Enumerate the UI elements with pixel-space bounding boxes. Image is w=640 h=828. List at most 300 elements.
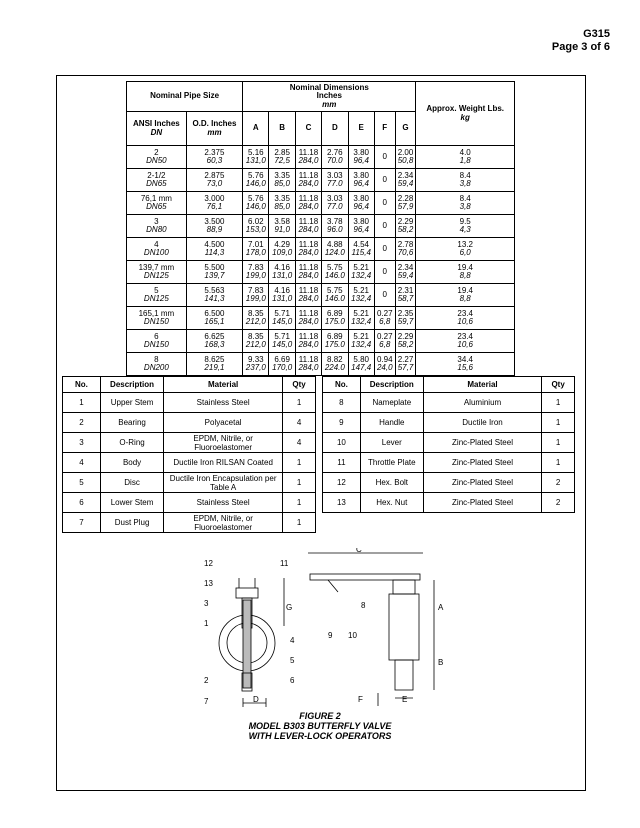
parts-cell-qty: 1 — [283, 473, 316, 493]
parts-cell-desc: Bearing — [100, 413, 163, 433]
dim-value: 5 — [154, 285, 159, 295]
figure-number: FIGURE 2 — [299, 711, 341, 721]
side-view — [308, 553, 434, 706]
parts-row — [323, 493, 575, 513]
dim-value-metric: 59,7 — [397, 317, 414, 326]
parts-cell-no: 7 — [63, 513, 101, 533]
dim-value: 0.27 — [376, 308, 393, 318]
dim-cell — [243, 169, 269, 192]
parts-header-1: Description — [360, 377, 423, 393]
parts-cell-no: 11 — [323, 453, 361, 473]
dim-value: 7.83 — [248, 262, 264, 272]
dim-value: 8.35 — [248, 308, 264, 318]
dim-row — [127, 192, 515, 215]
parts-row — [63, 413, 316, 433]
dim-cell — [269, 353, 295, 376]
dim-value-metric: 1,8 — [459, 156, 471, 165]
dim-value: 2.875 — [204, 170, 225, 180]
dim-value-metric: 284,0 — [298, 363, 319, 372]
dim-cell — [348, 215, 374, 238]
dim-value-metric: 10,6 — [457, 340, 473, 349]
dim-cell — [395, 330, 416, 353]
dim-value: 5.21 — [353, 285, 369, 295]
dim-value: 3.58 — [274, 216, 290, 226]
parts-cell-no: 9 — [323, 413, 361, 433]
dim-value-metric: 146.0 — [324, 271, 345, 280]
body-side — [389, 594, 419, 660]
dim-value-metric: 109,0 — [272, 248, 293, 257]
dim-value: 5.76 — [248, 170, 264, 180]
dim-value-metric: DN150 — [143, 317, 169, 326]
dim-cell — [269, 192, 295, 215]
dimensions-body — [127, 146, 515, 376]
dim-value-metric: 132,4 — [351, 340, 372, 349]
dim-value: 2.34 — [397, 262, 414, 272]
dim-value: 3.35 — [274, 170, 290, 180]
dim-value-metric: 146,0 — [245, 179, 266, 188]
dim-value: 8.4 — [459, 193, 471, 203]
dim-cell — [322, 353, 348, 376]
dim-cell — [186, 261, 242, 284]
dim-cell — [269, 215, 295, 238]
dim-value: 9.5 — [459, 216, 471, 226]
dim-cell — [395, 307, 416, 330]
dimensions-table — [126, 81, 515, 376]
dim-value-metric: 131,0 — [245, 156, 266, 165]
dim-value-metric: 58,2 — [397, 225, 414, 234]
parts-cell-mat: EPDM, Nitrile, or Fluoroelastomer — [164, 513, 283, 533]
dim-value: 2 — [154, 147, 159, 157]
dim-cell — [243, 353, 269, 376]
dim-value: 11.18 — [298, 216, 319, 226]
dim-value-metric: 219,1 — [204, 363, 225, 372]
dim-value: 11.18 — [298, 285, 319, 295]
dim-cell — [295, 169, 321, 192]
dim-value-metric: DN65 — [146, 179, 167, 188]
dim-cell — [243, 192, 269, 215]
dim-cell — [243, 261, 269, 284]
dim-value-metric: 175.0 — [324, 317, 345, 326]
dim-cell — [269, 238, 295, 261]
dim-value-metric: 175.0 — [324, 340, 345, 349]
dim-cell — [269, 146, 295, 169]
dim-value-metric: 6,8 — [379, 340, 391, 349]
callout: 13 — [204, 579, 213, 588]
dim-value: 5.21 — [353, 308, 369, 318]
dim-value: 5.500 — [204, 262, 225, 272]
dim-col-header-c: C — [295, 112, 321, 146]
dim-value-metric: 199,0 — [245, 271, 266, 280]
parts-cell-qty: 1 — [283, 493, 316, 513]
callout: 6 — [290, 676, 295, 685]
callout: 12 — [204, 559, 213, 568]
dim-value: 3.03 — [327, 170, 343, 180]
dim-cell — [127, 353, 187, 376]
dim-value: 8.4 — [459, 170, 471, 180]
dim-cell — [416, 146, 515, 169]
dim-cell — [416, 330, 515, 353]
dim-cell — [243, 146, 269, 169]
dim-cell — [395, 146, 416, 169]
dim-cell — [395, 169, 416, 192]
parts-row — [323, 393, 575, 413]
callout: 1 — [204, 619, 209, 628]
dim-cell — [243, 284, 269, 307]
dim-cell — [186, 146, 242, 169]
dim-cell — [243, 215, 269, 238]
dim-cell — [416, 261, 515, 284]
dim-cell — [416, 192, 515, 215]
dim-cell — [374, 330, 395, 353]
dim-cell — [127, 261, 187, 284]
dim-value: 11.18 — [298, 170, 319, 180]
dim-value-metric: 76,1 — [206, 202, 223, 211]
page-number: Page 3 of 6 — [551, 41, 610, 53]
parts-cell-no: 4 — [63, 453, 101, 473]
dim-value-metric: 85,0 — [274, 179, 290, 188]
dim-value-metric: DN65 — [146, 202, 167, 211]
dim-cell — [295, 238, 321, 261]
dim-value-metric: 165,1 — [204, 317, 225, 326]
callout: 11 — [280, 559, 289, 568]
dim-value-metric: 96,4 — [353, 225, 369, 234]
parts-row — [63, 513, 316, 533]
dim-value: 8.35 — [248, 331, 264, 341]
dim-value: 3.80 — [353, 216, 369, 226]
dim-col-header-g: G — [395, 112, 416, 146]
callout: 5 — [290, 656, 295, 665]
parts-cell-qty: 1 — [283, 513, 316, 533]
dim-value: 6.02 — [248, 216, 264, 226]
dim-cell — [395, 215, 416, 238]
dim-value-metric: 3,8 — [459, 202, 471, 211]
dim-cell — [269, 169, 295, 192]
dim-value-metric: 96.0 — [327, 225, 343, 234]
dim-cell — [322, 192, 348, 215]
dim-value: 4.29 — [274, 239, 290, 249]
dim-value-metric: 115,4 — [351, 248, 371, 257]
nominal-dimensions-header: Nominal Dimensions Inches mm — [243, 82, 416, 112]
dim-value: 2.35 — [397, 308, 414, 318]
dim-cell — [295, 307, 321, 330]
dim-value: 0 — [382, 197, 387, 207]
figure-subtitle: WITH LEVER-LOCK OPERATORS — [248, 731, 392, 741]
dim-row — [127, 261, 515, 284]
dim-value: 7.01 — [248, 239, 264, 249]
dim-value: 19.4 — [457, 285, 473, 295]
dim-value: 3.80 — [353, 170, 369, 180]
dim-row — [127, 307, 515, 330]
parts-cell-mat: Ductile Iron Encapsulation per Table A — [164, 473, 283, 493]
parts-cell-mat: Zinc-Plated Steel — [423, 433, 541, 453]
dim-value-metric: 58,7 — [397, 294, 414, 303]
dim-value-metric: 114,3 — [204, 248, 225, 257]
parts-table-right — [322, 376, 575, 513]
dim-value-metric: 77.0 — [327, 202, 343, 211]
dim-value-metric: 72,5 — [274, 156, 290, 165]
dim-cell — [348, 238, 374, 261]
dim-value-metric: 284,0 — [298, 202, 319, 211]
dim-value-metric: 60,3 — [206, 156, 223, 165]
dim-value: 2.29 — [397, 331, 414, 341]
dim-value: 3.000 — [204, 193, 225, 203]
parts-cell-mat: Polyacetal — [164, 413, 283, 433]
figure-title: MODEL B303 BUTTERFLY VALVE — [248, 721, 392, 731]
callout: F — [358, 695, 363, 704]
dim-value: 6 — [154, 331, 159, 341]
dim-value-metric: 8,8 — [459, 271, 471, 280]
parts-cell-desc: Handle — [360, 413, 423, 433]
dim-value: 5.21 — [353, 331, 369, 341]
parts-cell-no: 12 — [323, 473, 361, 493]
dim-value-metric: 4,3 — [459, 225, 471, 234]
dim-value: 3.78 — [327, 216, 343, 226]
dim-value: 5.76 — [248, 193, 264, 203]
dim-cell — [348, 169, 374, 192]
dim-value: 11.18 — [298, 262, 319, 272]
parts-cell-mat: Ductile Iron RILSAN Coated — [164, 453, 283, 473]
dim-cell — [348, 353, 374, 376]
parts-cell-no: 5 — [63, 473, 101, 493]
dim-value-metric: DN150 — [143, 340, 169, 349]
dim-value: 9.33 — [248, 354, 264, 364]
parts-cell-mat: Zinc-Plated Steel — [423, 473, 541, 493]
dim-row — [127, 169, 515, 192]
dim-value: 2.76 — [327, 147, 343, 157]
dim-cell — [322, 146, 348, 169]
parts-cell-qty: 4 — [283, 433, 316, 453]
dim-value-metric: 96,4 — [353, 202, 369, 211]
dim-value: 5.16 — [248, 147, 264, 157]
dim-value: 4 — [154, 239, 159, 249]
parts-header-1: Description — [100, 377, 163, 393]
dim-value: 0 — [382, 266, 387, 276]
page-header — [552, 28, 610, 54]
callout: D — [253, 695, 259, 704]
dim-value: 5.563 — [204, 285, 225, 295]
dim-cell — [186, 284, 242, 307]
dim-value-metric: 132,4 — [351, 294, 372, 303]
dim-value: 23.4 — [457, 331, 473, 341]
dim-cell — [186, 169, 242, 192]
parts-header-3: Qty — [542, 377, 575, 393]
dim-value-metric: 284,0 — [298, 271, 319, 280]
dim-value-metric: 284,0 — [298, 340, 319, 349]
dim-cell — [269, 307, 295, 330]
dim-value: 19.4 — [457, 262, 473, 272]
parts-cell-desc: Hex. Nut — [360, 493, 423, 513]
parts-table-left — [62, 376, 316, 533]
dim-cell — [295, 192, 321, 215]
dim-cell — [127, 284, 187, 307]
dim-cell — [322, 169, 348, 192]
dim-value-metric: 284,0 — [298, 248, 319, 257]
dim-value: 3.35 — [274, 193, 290, 203]
dim-value-metric: 6,0 — [459, 248, 471, 257]
parts-cell-mat: Aluminium — [423, 393, 541, 413]
dim-cell — [127, 146, 187, 169]
dim-cell — [374, 169, 395, 192]
document-code: G315 — [583, 28, 610, 40]
dim-value: 2.375 — [204, 147, 225, 157]
dim-cell — [348, 146, 374, 169]
dim-value: 7.83 — [248, 285, 264, 295]
od-header: O.D. Inches mm — [186, 112, 242, 146]
dim-cell — [416, 307, 515, 330]
parts-cell-qty: 2 — [542, 473, 575, 493]
parts-cell-mat: Stainless Steel — [164, 393, 283, 413]
dim-value: 11.18 — [298, 354, 319, 364]
dim-value-metric: 170,0 — [272, 363, 293, 372]
dim-value-metric: 145,0 — [272, 317, 293, 326]
dim-value-metric: 284,0 — [298, 317, 319, 326]
dim-value: 2.28 — [397, 193, 414, 203]
dim-col-header-f: F — [374, 112, 395, 146]
parts-cell-desc: Lever — [360, 433, 423, 453]
dim-cell — [322, 284, 348, 307]
dim-cell — [295, 215, 321, 238]
dim-cell — [127, 192, 187, 215]
dim-value: 165,1 mm — [138, 308, 175, 318]
parts-cell-qty: 1 — [283, 393, 316, 413]
dim-value-metric: 50,8 — [397, 156, 414, 165]
dim-value: 8.625 — [204, 354, 225, 364]
dim-value-metric: 199,0 — [245, 294, 266, 303]
dim-value: 2.27 — [397, 354, 414, 364]
parts-cell-mat: Ductile Iron — [423, 413, 541, 433]
dim-value: 23.4 — [457, 308, 473, 318]
dim-value-metric: DN80 — [146, 225, 167, 234]
callout: 7 — [204, 697, 209, 706]
parts-cell-desc: Dust Plug — [100, 513, 163, 533]
parts-row — [63, 393, 316, 413]
dim-value: 3.500 — [204, 216, 225, 226]
parts-cell-qty: 1 — [542, 393, 575, 413]
dim-value-metric: 8,8 — [459, 294, 471, 303]
dim-value: 2.85 — [274, 147, 290, 157]
parts-cell-qty: 1 — [542, 433, 575, 453]
front-view — [219, 578, 284, 707]
dim-value: 13.2 — [457, 239, 473, 249]
callout: 2 — [204, 676, 209, 685]
dim-value: 5.71 — [274, 331, 290, 341]
dim-value-metric: 178,0 — [245, 248, 266, 257]
dim-value-metric: 168,3 — [204, 340, 225, 349]
parts-cell-desc: Hex. Bolt — [360, 473, 423, 493]
dim-cell — [269, 261, 295, 284]
dim-cell — [186, 307, 242, 330]
parts-row — [63, 493, 316, 513]
dim-value: 8 — [154, 354, 159, 364]
parts-cell-no: 1 — [63, 393, 101, 413]
dim-value-metric: 96,4 — [353, 156, 369, 165]
dim-value-metric: 131,0 — [272, 271, 293, 280]
dim-value-metric: 284,0 — [298, 225, 319, 234]
dim-value: 0 — [382, 151, 387, 161]
dim-value-metric: 132,4 — [351, 271, 372, 280]
dim-value-metric: 224.0 — [324, 363, 345, 372]
callout: A — [438, 603, 444, 612]
dim-row — [127, 353, 515, 376]
dim-value-metric: DN100 — [143, 248, 169, 257]
dim-value: 6.89 — [327, 331, 343, 341]
dim-value-metric: 73,0 — [206, 179, 223, 188]
dim-cell — [374, 146, 395, 169]
dim-cell — [243, 330, 269, 353]
parts-header-2: Material — [164, 377, 283, 393]
weight-header: Approx. Weight Lbs. kg — [416, 82, 515, 146]
dim-value: 11.18 — [298, 239, 319, 249]
dim-row — [127, 215, 515, 238]
dim-value-metric: 212,0 — [245, 317, 266, 326]
dim-value: 5.75 — [327, 262, 343, 272]
dim-value-metric: 153,0 — [245, 225, 266, 234]
dim-cell — [416, 238, 515, 261]
callout: E — [402, 695, 408, 704]
dim-value-metric: DN50 — [146, 156, 167, 165]
dim-value: 6.625 — [204, 331, 225, 341]
dim-value: 0 — [382, 243, 387, 253]
figure-callouts — [204, 548, 444, 706]
dim-value-metric: 212,0 — [245, 340, 266, 349]
dim-value-metric: 284,0 — [298, 294, 319, 303]
dim-value-metric: 77.0 — [327, 179, 343, 188]
dim-cell — [269, 330, 295, 353]
callout: G — [286, 603, 293, 612]
dim-value-metric: 59,4 — [397, 179, 414, 188]
parts-row — [323, 473, 575, 493]
parts-cell-desc: Upper Stem — [100, 393, 163, 413]
dim-value: 0.94 — [376, 354, 393, 364]
dim-cell — [295, 353, 321, 376]
dim-value-metric: DN125 — [143, 271, 169, 280]
dim-value: 5.21 — [353, 262, 369, 272]
dim-value: 11.18 — [298, 331, 319, 341]
dim-cell — [295, 284, 321, 307]
dim-cell — [127, 169, 187, 192]
callout: 9 — [328, 631, 333, 640]
dim-value: 5.75 — [327, 285, 343, 295]
dim-value-metric: 59,4 — [397, 271, 414, 280]
parts-cell-no: 8 — [323, 393, 361, 413]
dim-cell — [322, 261, 348, 284]
parts-row — [63, 433, 316, 453]
dim-cell — [186, 330, 242, 353]
dim-cell — [186, 238, 242, 261]
dim-col-header-b: B — [269, 112, 295, 146]
dim-value-metric: 284,0 — [298, 156, 319, 165]
dim-cell — [186, 215, 242, 238]
dim-value-metric: 85,0 — [274, 202, 290, 211]
parts-cell-no: 10 — [323, 433, 361, 453]
dim-row — [127, 330, 515, 353]
dim-value: 4.88 — [327, 239, 343, 249]
dim-value-metric: 146,0 — [245, 202, 266, 211]
dim-value: 8.82 — [327, 354, 343, 364]
dim-cell — [374, 261, 395, 284]
dim-cell — [127, 215, 187, 238]
dim-cell — [322, 238, 348, 261]
parts-header-0: No. — [323, 377, 361, 393]
dim-value: 2.34 — [397, 170, 414, 180]
dim-cell — [348, 261, 374, 284]
dim-col-header-d: D — [322, 112, 348, 146]
parts-cell-mat: Stainless Steel — [164, 493, 283, 513]
dim-value: 2.78 — [397, 239, 414, 249]
parts-row — [63, 453, 316, 473]
dim-value-metric: 70.0 — [327, 156, 343, 165]
dim-value-metric: DN200 — [143, 363, 169, 372]
